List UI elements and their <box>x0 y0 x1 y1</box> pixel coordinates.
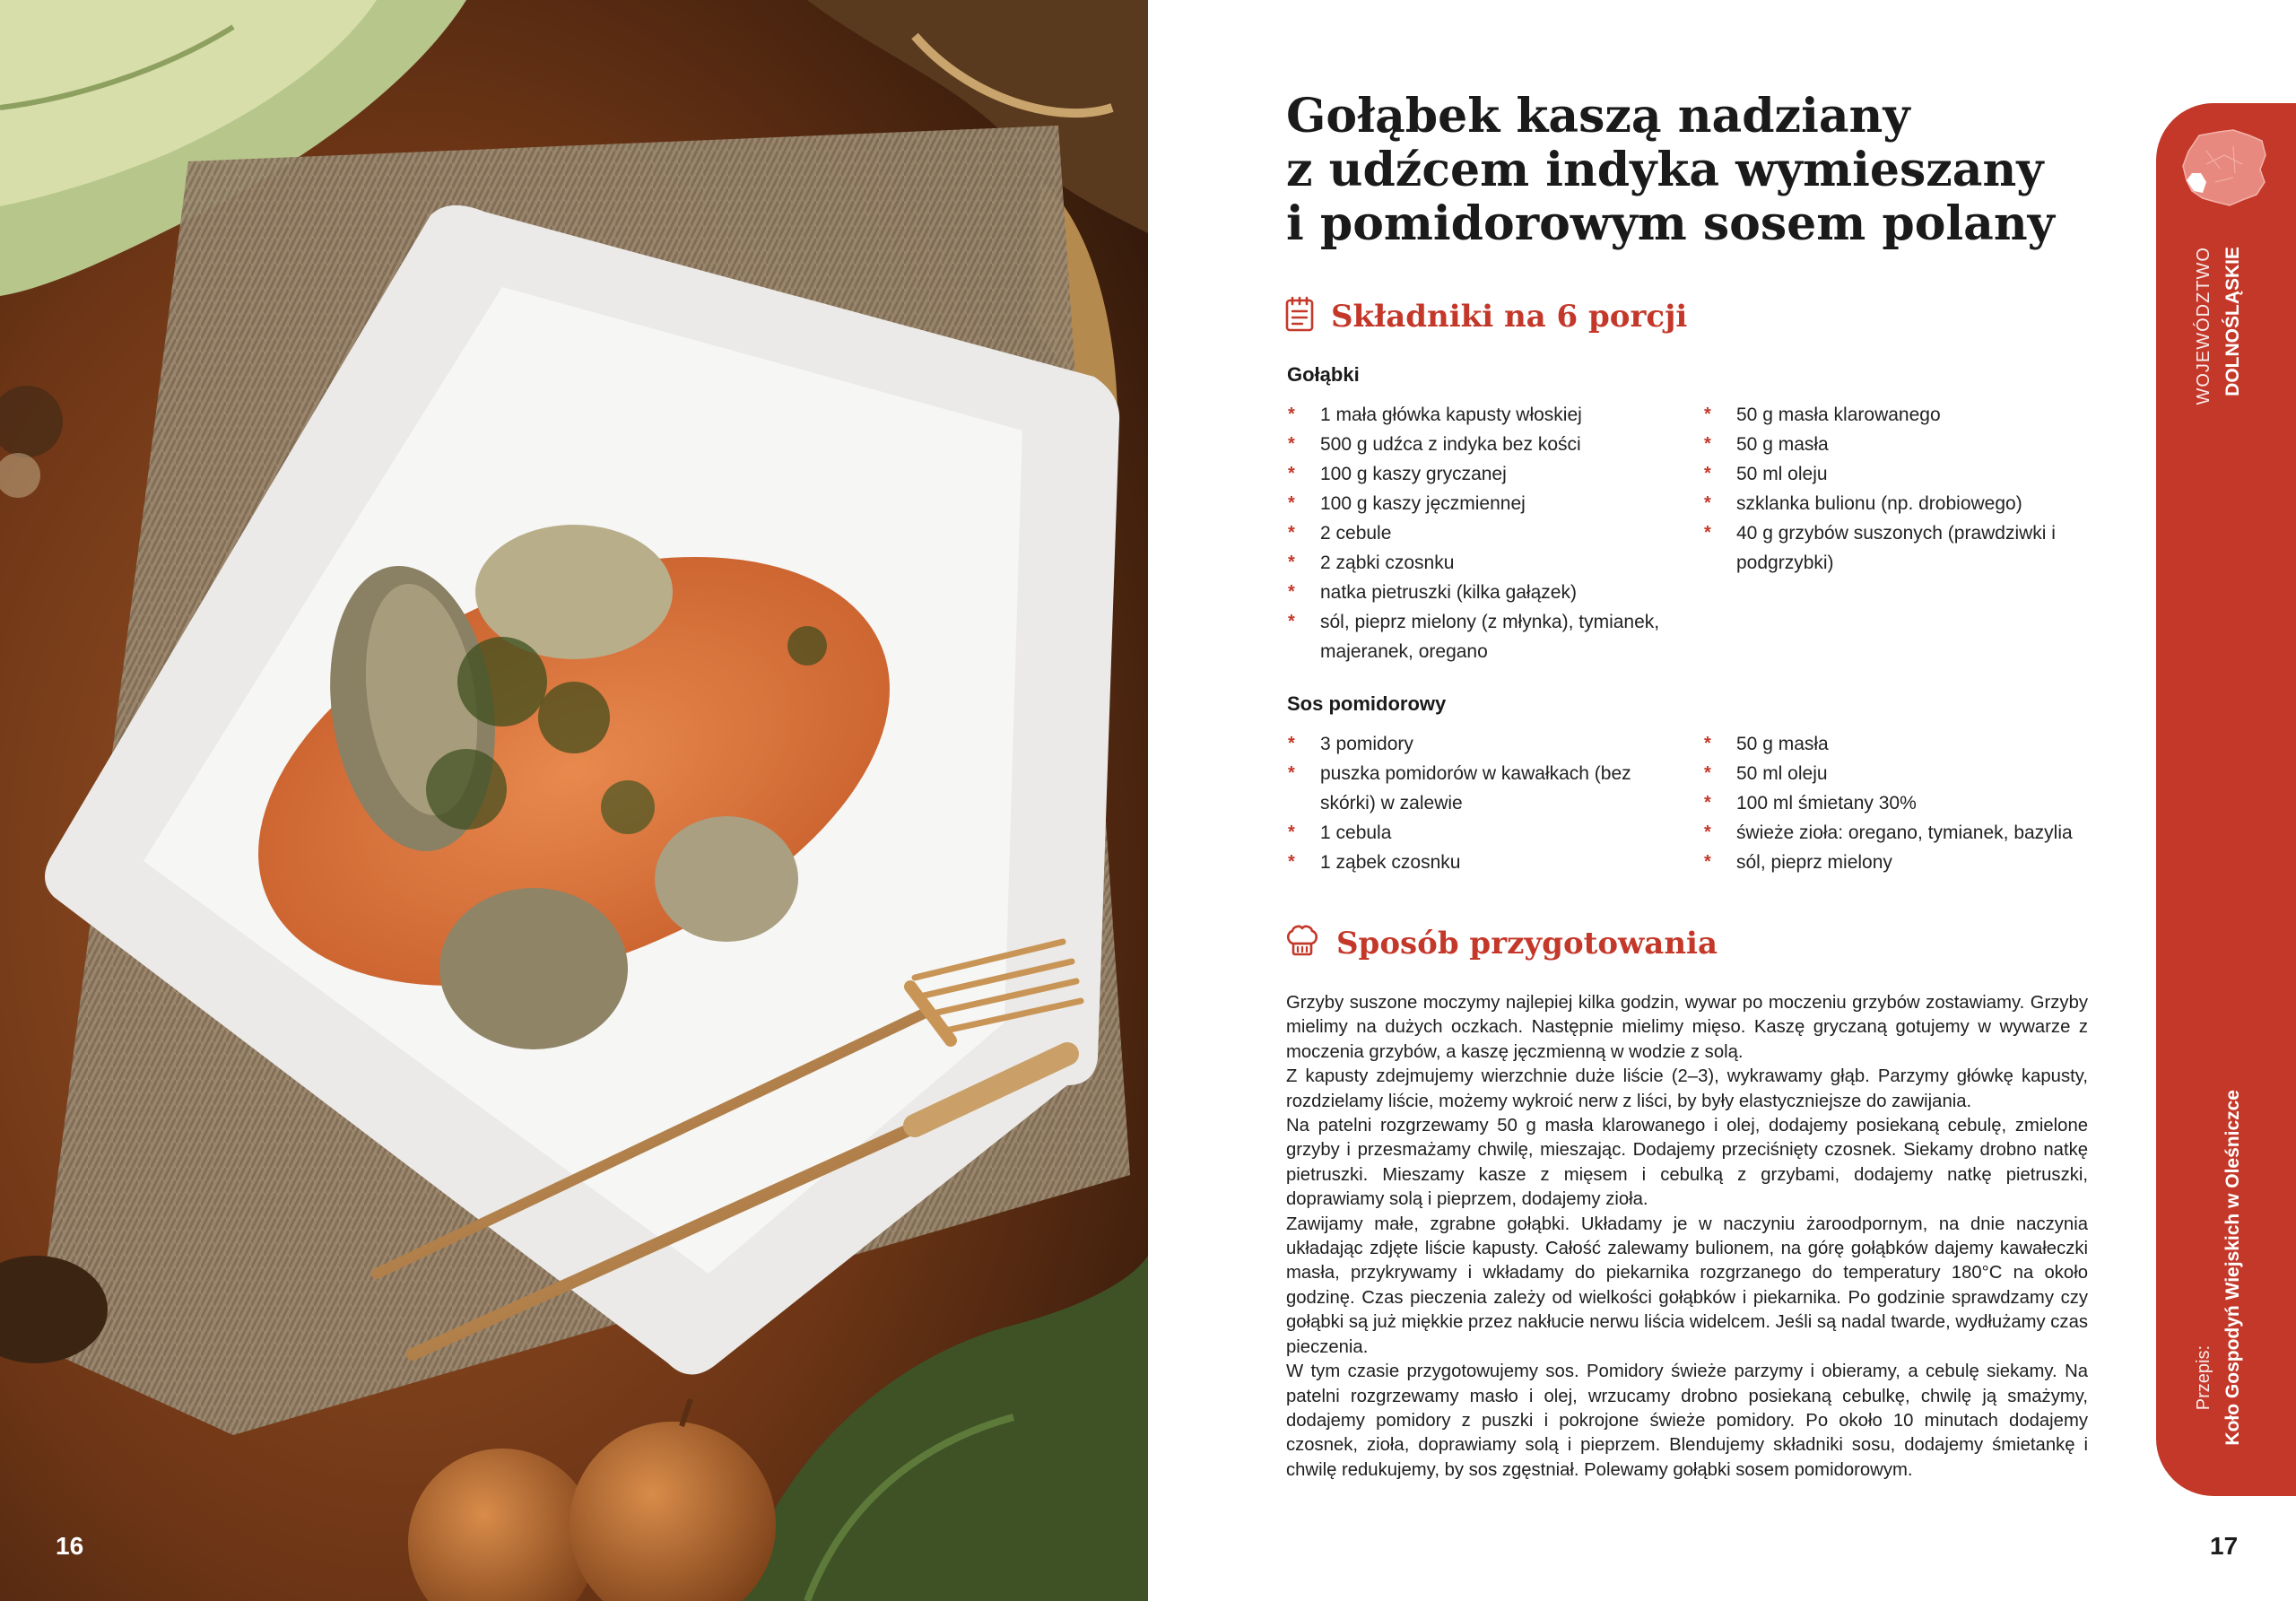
recipe-source-name: Koło Gospodyń Wiejskich w Oleśniczce <box>2222 1090 2243 1446</box>
list-item: * 40 g grzybów suszonych (prawdziwki i podgrzybki) <box>1702 518 2097 578</box>
asterisk-icon: * <box>1288 852 1295 872</box>
golabki-ingredients-col2 <box>1702 400 2097 578</box>
method-paragraph: W tym czasie przygotowujemy sos. Pomidory świeże parzymy i obieramy, a cebulę siekamy. Na patelni rozgrzewamy masło i olej, wrzucamy drobno posiekaną cebulkę, chwilę ją smażymy, dodajemy pomidory z puszki i pokrojone świeże pomidory. Po około 10 minutach dodajemy czosnek, zioła, doprawiamy solą i pieprzem. Blendujemy składniki sosu, dodajemy śmietankę i chwilę redukujemy, by sos zgęstniał. Polewamy gołąbki sosem pomidorowym. <box>1286 1362 2088 1480</box>
ingredients-section-heading <box>1284 296 1687 336</box>
golabki-ingredients-col1 <box>1286 400 1681 666</box>
sauce-ingredients-col2 <box>1702 729 2097 877</box>
list-item: * puszka pomidorów w kawałkach (bez skórki) w zalewie <box>1286 759 1681 818</box>
method-paragraph: Z kapusty zdejmujemy wierzchnie duże liście (2–3), wykrawamy głąb. Parzymy główkę kapusty, rozdzielamy liście, możemy wykroić nerw z liści, by były elastyczniejsze do zawijania. <box>1286 1066 2088 1111</box>
asterisk-icon: * <box>1704 405 1711 424</box>
method-paragraph: Zawijamy małe, zgrabne gołąbki. Układamy je w naczyniu żaroodpornym, na dnie naczynia układając zdjęte liście kapusty. Całość zalewamy bulionem, na górę gołąbków dajemy kawałeczki masła, przykrywamy i wkładamy do piekarnika rozgrzanego do temperatury 180°C na około godzinę. Czas pieczenia zależy od wielkości gołąbków i piekarnika. Po godzinie sprawdzamy czy gołąbki są już miękkie przez nakłucie nerwu liścia widelcem. Jeśli są nadal twarde, wydłużamy czas pieczenia. <box>1286 1214 2088 1357</box>
list-item: * 50 ml oleju <box>1702 759 2097 788</box>
list-item: * 3 pomidory <box>1286 729 1681 759</box>
list-item: * 1 mała główka kapusty włoskiej <box>1286 400 1681 430</box>
sauce-ingredients-col1 <box>1286 729 1681 877</box>
method-paragraph: Na patelni rozgrzewamy 50 g masła klarowanego i olej, dodajemy posiekaną cebulę, zmielone grzyby i przesmażamy chwilę, mieszając. Dodajemy przeciśnięty czosnek. Siekamy drobno natkę pietruszki. Mieszamy kasze z mięsem i cebulką z grzybami, dodajemy natkę pietruszki, doprawiamy solą i pieprzem, dodajemy zioła. <box>1286 1116 2088 1210</box>
asterisk-icon: * <box>1288 405 1295 424</box>
page-number-right: 17 <box>2210 1532 2239 1560</box>
list-item: * 100 g kaszy gryczanej <box>1286 459 1681 489</box>
ingredients-heading: Składniki na 6 porcji <box>1331 298 1688 335</box>
list-item: * natka pietruszki (kilka gałązek) <box>1286 578 1681 607</box>
method-section-heading <box>1284 924 1718 962</box>
asterisk-icon: * <box>1704 734 1711 753</box>
voivodeship-name: DOLNOŚLĄSKIE <box>2222 247 2243 396</box>
asterisk-icon: * <box>1704 493 1711 513</box>
asterisk-icon: * <box>1288 553 1295 572</box>
asterisk-icon: * <box>1288 612 1295 631</box>
method-heading: Sposób przygotowania <box>1336 925 1718 961</box>
list-item: * 50 g masła <box>1702 430 2097 459</box>
recipe-source-label: Przepis: <box>2194 1345 2213 1411</box>
title-line: z udźcem indyka wymieszany <box>1286 143 2044 197</box>
list-item: * sól, pieprz mielony <box>1702 848 2097 877</box>
asterisk-icon: * <box>1704 434 1711 454</box>
list-item: * 50 g masła <box>1702 729 2097 759</box>
list-item: * 100 g kaszy jęczmiennej <box>1286 489 1681 518</box>
method-paragraph: Grzyby suszone moczymy najlepiej kilka godzin, wywar po moczeniu grzybów zostawiamy. Grzyby mielimy na dużych oczkach. Następnie mielimy mięso. Kaszę gryczaną gotujemy w wywarze z moczenia grzybów, a kaszę jęczmienną w wodzie z solą. <box>1286 993 2088 1062</box>
asterisk-icon: * <box>1288 734 1295 753</box>
sauce-subheading: Sos pomidorowy <box>1287 692 1447 715</box>
list-item: * sól, pieprz mielony (z młynka), tymianek, majeranek, oregano <box>1286 607 1681 666</box>
asterisk-icon: * <box>1288 822 1295 842</box>
asterisk-icon: * <box>1704 464 1711 483</box>
poland-map-icon <box>2179 128 2269 213</box>
asterisk-icon: * <box>1288 493 1295 513</box>
asterisk-icon: * <box>1288 582 1295 602</box>
list-item: * świeże zioła: oregano, tymianek, bazylia <box>1702 818 2097 848</box>
page-number-left: 16 <box>56 1532 84 1560</box>
asterisk-icon: * <box>1704 523 1711 543</box>
voivodeship-label: WOJEWÓDZTWO <box>2194 247 2213 405</box>
list-item: * 1 cebula <box>1286 818 1681 848</box>
title-line: i pomidorowym sosem polany <box>1286 196 2055 251</box>
asterisk-icon: * <box>1288 464 1295 483</box>
recipe-title <box>1286 90 2093 251</box>
list-item: * 1 ząbek czosnku <box>1286 848 1681 877</box>
list-item: * 500 g udźca z indyka bez kości <box>1286 430 1681 459</box>
list-item: * 50 ml oleju <box>1702 459 2097 489</box>
list-item: * 50 g masła klarowanego <box>1702 400 2097 430</box>
asterisk-icon: * <box>1704 793 1711 813</box>
title-line: Gołąbek kaszą nadziany <box>1286 89 1910 144</box>
chef-hat-icon <box>1284 924 1320 962</box>
notepad-list-icon <box>1284 296 1315 336</box>
golabki-subheading: Gołąbki <box>1287 363 1360 386</box>
region-side-tab <box>2156 103 2296 1496</box>
asterisk-icon: * <box>1704 763 1711 783</box>
asterisk-icon: * <box>1704 852 1711 872</box>
asterisk-icon: * <box>1288 763 1295 783</box>
asterisk-icon: * <box>1288 523 1295 543</box>
list-item: * 2 ząbki czosnku <box>1286 548 1681 578</box>
method-text <box>1286 991 2088 1483</box>
list-item: * 2 cebule <box>1286 518 1681 548</box>
list-item: * szklanka bulionu (np. drobiowego) <box>1702 489 2097 518</box>
list-item: * 100 ml śmietany 30% <box>1702 788 2097 818</box>
asterisk-icon: * <box>1704 822 1711 842</box>
asterisk-icon: * <box>1288 434 1295 454</box>
